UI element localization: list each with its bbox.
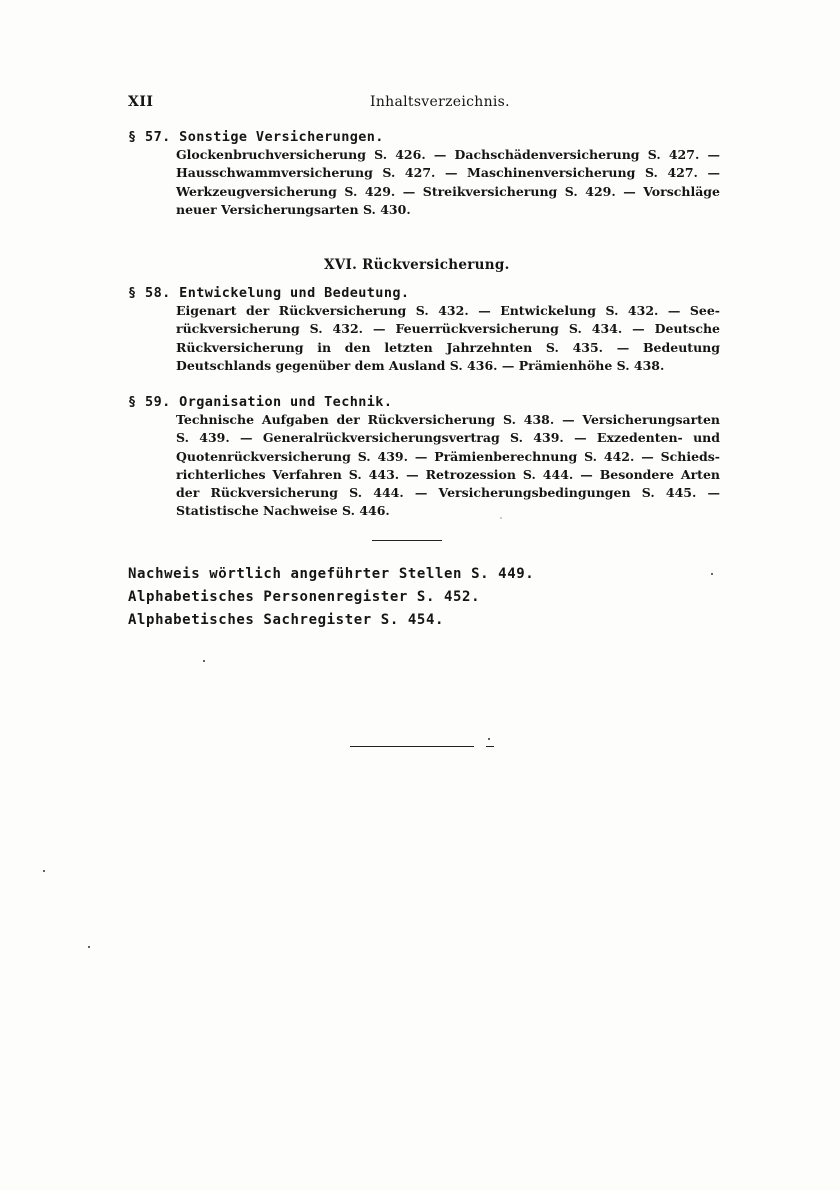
body-line: Technische Aufgaben der Rückversicherung S. 438. — Versicherungsarten [176, 412, 720, 427]
section-body [176, 146, 720, 219]
body-line: Statistische Nachweise S. 446. [176, 503, 390, 519]
appendix-entry: Alphabetisches Sachregister S. 454. [128, 612, 445, 628]
body-line: richterliches Verfahren S. 443. — Retrozession S. 444. — Besondere Arten [176, 466, 720, 482]
body-line: Deutschlands gegenüber dem Ausland S. 436. — Prämienhöhe S. 438. [176, 357, 665, 373]
section-divider [372, 540, 442, 541]
scan-speck [500, 517, 502, 519]
section-heading: § 58. Entwickelung und Bedeutung. [128, 285, 410, 301]
page-number: XII [128, 94, 154, 110]
body-line: Rückversicherung in den letzten Jahrzehnten S. 435. — Bedeutung [176, 339, 720, 355]
body-line: der Rückversicherung S. 444. — Versicherungsbedingungen S. 445. — [176, 485, 720, 501]
section-body [176, 302, 720, 375]
toc-section-59 [128, 393, 720, 521]
body-line: Glockenbruchversicherung S. 426. — Dachschädenversicherung S. 427. — [176, 147, 720, 162]
running-title: Inhaltsverzeichnis. [370, 94, 510, 110]
section-body [176, 411, 720, 521]
scan-speck [488, 738, 490, 740]
section-heading: § 59. Organisation und Technik. [128, 394, 393, 410]
appendix-entry: Nachweis wörtlich angeführter Stellen S. 449. [128, 566, 535, 582]
body-line: neuer Versicherungsarten S. 430. [176, 201, 411, 217]
scan-speck [203, 660, 205, 662]
chapter-title: XVI. Rückversicherung. [324, 257, 510, 273]
body-line: S. 439. — Generalrückversicherungsvertrag S. 439. — Exzedenten- und [176, 430, 720, 446]
page-header [128, 94, 718, 114]
body-line: Hausschwammversicherung S. 427. — Maschinenversicherung S. 427. — [176, 165, 720, 181]
body-line: rückversicherung S. 432. — Feuerrückversicherung S. 434. — Deutsche [176, 321, 720, 337]
toc-section-58 [128, 284, 720, 375]
end-rule [350, 746, 474, 747]
end-rule-tail [486, 746, 494, 747]
body-line: Quotenrückversicherung S. 439. — Prämienberechnung S. 442. — Schieds- [176, 448, 720, 464]
appendix-entry: Alphabetisches Personenregister S. 452. [128, 589, 481, 605]
body-line: Werkzeugversicherung S. 429. — Streikversicherung S. 429. — Vorschläge [176, 183, 720, 199]
scan-speck [43, 870, 45, 872]
section-heading: § 57. Sonstige Versicherungen. [128, 129, 384, 145]
scan-speck [711, 573, 713, 575]
body-line: Eigenart der Rückversicherung S. 432. — Entwickelung S. 432. — See- [176, 303, 720, 318]
scan-speck [88, 946, 90, 948]
toc-section-57 [128, 128, 720, 219]
